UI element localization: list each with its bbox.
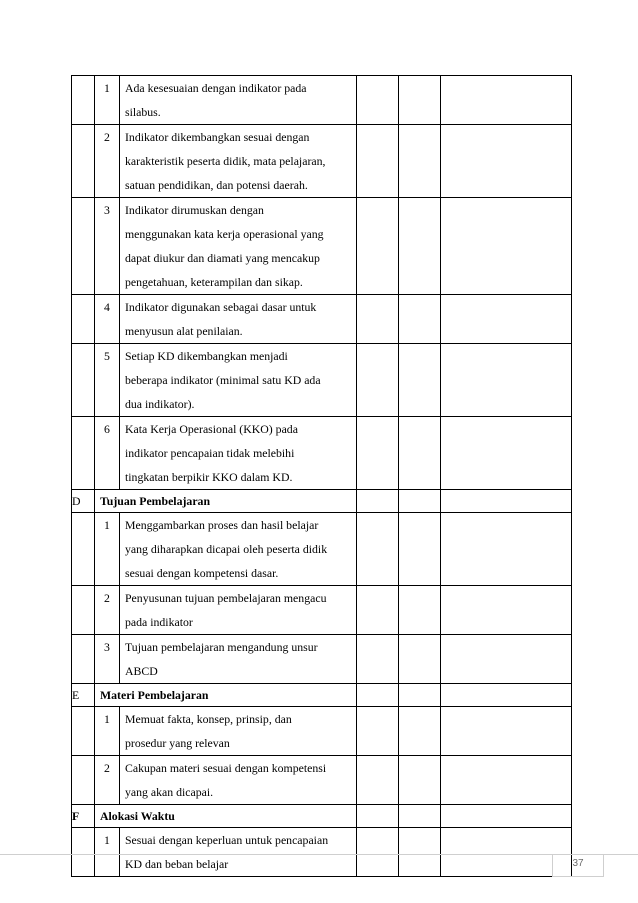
item-description-line: pada indikator [125,615,193,629]
item-description [120,344,357,417]
check-cell-yes[interactable] [357,586,399,635]
notes-cell[interactable] [441,586,572,635]
item-description [120,417,357,490]
section-title: Materi Pembelajaran [95,684,357,707]
notes-cell[interactable] [441,513,572,586]
item-description-line: tingkatan berpikir KKO dalam KD. [125,470,293,484]
check-cell-no[interactable] [399,756,441,805]
check-cell-yes[interactable] [357,76,399,125]
check-cell-yes[interactable] [357,513,399,586]
item-description [120,513,357,586]
item-description [120,76,357,125]
check-cell-no[interactable] [399,295,441,344]
item-row [72,828,572,877]
section-cell-empty [72,586,95,635]
item-row [72,635,572,684]
item-description-line: karakteristik peserta didik, mata pelajaran, [125,154,326,168]
notes-cell[interactable] [441,125,572,198]
check-cell-yes[interactable] [357,805,399,828]
item-number: 4 [95,295,120,344]
notes-cell[interactable] [441,805,572,828]
item-row [72,198,572,295]
item-description-line: yang akan dicapai. [125,785,214,799]
item-number: 2 [95,756,120,805]
item-description-line: dapat diukur dan diamati yang mencakup [125,251,320,265]
section-cell-empty [72,513,95,586]
item-row [72,344,572,417]
check-cell-no[interactable] [399,125,441,198]
section-cell-empty [72,76,95,125]
notes-cell[interactable] [441,344,572,417]
check-cell-no[interactable] [399,707,441,756]
item-description-line: Tujuan pembelajaran mengandung unsur [125,640,318,654]
item-number: 2 [95,586,120,635]
item-description-line: Penyusunan tujuan pembelajaran mengacu [125,591,327,605]
check-cell-no[interactable] [399,344,441,417]
item-row [72,756,572,805]
section-title: Tujuan Pembelajaran [95,490,357,513]
item-description-line: Setiap KD dikembangkan menjadi [125,349,288,363]
item-description-line: yang diharapkan dicapai oleh peserta didik [125,542,328,556]
item-description-line: Indikator digunakan sebagai dasar untuk [125,300,317,314]
check-cell-no[interactable] [399,828,441,877]
item-description-line: KD dan beban belajar [125,857,229,871]
item-row [72,76,572,125]
item-description-line: Cakupan materi sesuai dengan kompetensi [125,761,327,775]
item-description [120,586,357,635]
check-cell-yes[interactable] [357,417,399,490]
item-number: 1 [95,828,120,877]
section-letter: D [72,490,95,513]
item-description-line: satuan pendidikan, dan potensi daerah. [125,178,308,192]
item-description-line: Memuat fakta, konsep, prinsip, dan [125,712,292,726]
item-number: 3 [95,198,120,295]
item-row [72,417,572,490]
item-number: 1 [95,707,120,756]
check-cell-yes[interactable] [357,344,399,417]
check-cell-yes[interactable] [357,684,399,707]
item-description-line: Sesuai dengan keperluan untuk pencapaian [125,833,329,847]
notes-cell[interactable] [441,635,572,684]
rubric-table [71,75,572,877]
notes-cell[interactable] [441,684,572,707]
item-description-line: menyusun alat penilaian. [125,324,243,338]
check-cell-yes[interactable] [357,198,399,295]
item-description-line: pengetahuan, keterampilan dan sikap. [125,275,303,289]
check-cell-yes[interactable] [357,295,399,344]
check-cell-yes[interactable] [357,756,399,805]
section-cell-empty [72,295,95,344]
item-number: 1 [95,513,120,586]
check-cell-no[interactable] [399,805,441,828]
check-cell-no[interactable] [399,513,441,586]
notes-cell[interactable] [441,756,572,805]
item-row [72,125,572,198]
item-row [72,586,572,635]
notes-cell[interactable] [441,417,572,490]
section-cell-empty [72,635,95,684]
item-number: 1 [95,76,120,125]
item-number: 3 [95,635,120,684]
notes-cell[interactable] [441,490,572,513]
notes-cell[interactable] [441,76,572,125]
check-cell-yes[interactable] [357,635,399,684]
section-cell-empty [72,707,95,756]
item-row [72,707,572,756]
section-cell-empty [72,417,95,490]
item-description-line: Indikator dirumuskan dengan [125,203,264,217]
item-description-line: Ada kesesuaian dengan indikator pada [125,81,307,95]
check-cell-yes[interactable] [357,125,399,198]
item-number: 5 [95,344,120,417]
item-description [120,635,357,684]
check-cell-no[interactable] [399,635,441,684]
item-description-line: indikator pencapaian tidak melebihi [125,446,295,460]
page-number-box [552,854,604,877]
check-cell-no[interactable] [399,417,441,490]
rubric-table-body [72,76,572,877]
item-description-line: silabus. [125,105,161,119]
check-cell-no[interactable] [399,198,441,295]
item-row [72,513,572,586]
item-description-line: sesuai dengan kompetensi dasar. [125,566,279,580]
section-row [72,684,572,707]
section-cell-empty [72,344,95,417]
item-number: 2 [95,125,120,198]
section-cell-empty [72,125,95,198]
check-cell-yes[interactable] [357,490,399,513]
section-cell-empty [72,756,95,805]
footer-rule [0,854,638,855]
item-description-line: Indikator dikembangkan sesuai dengan [125,130,310,144]
item-description [120,295,357,344]
item-description-line: dua indikator). [125,397,195,411]
item-description-line: menggunakan kata kerja operasional yang [125,227,324,241]
item-description-line: Kata Kerja Operasional (KKO) pada [125,422,298,436]
item-description-line: prosedur yang relevan [125,736,230,750]
notes-cell[interactable] [441,707,572,756]
check-cell-yes[interactable] [357,707,399,756]
check-cell-yes[interactable] [357,828,399,877]
check-cell-no[interactable] [399,684,441,707]
section-title: Alokasi Waktu [95,805,357,828]
page-number: 37 [572,858,584,869]
section-cell-empty [72,198,95,295]
item-description [120,828,357,877]
check-cell-no[interactable] [399,76,441,125]
item-description-line: ABCD [125,664,158,678]
item-description-line: beberapa indikator (minimal satu KD ada [125,373,321,387]
item-description [120,125,357,198]
item-description [120,756,357,805]
item-description [120,198,357,295]
check-cell-no[interactable] [399,586,441,635]
section-letter: F [72,805,95,828]
notes-cell[interactable] [441,295,572,344]
notes-cell[interactable] [441,198,572,295]
item-row [72,295,572,344]
section-row [72,805,572,828]
section-letter: E [72,684,95,707]
item-number: 6 [95,417,120,490]
section-row [72,490,572,513]
section-cell-empty [72,828,95,877]
item-description [120,707,357,756]
check-cell-no[interactable] [399,490,441,513]
item-description-line: Menggambarkan proses dan hasil belajar [125,518,319,532]
